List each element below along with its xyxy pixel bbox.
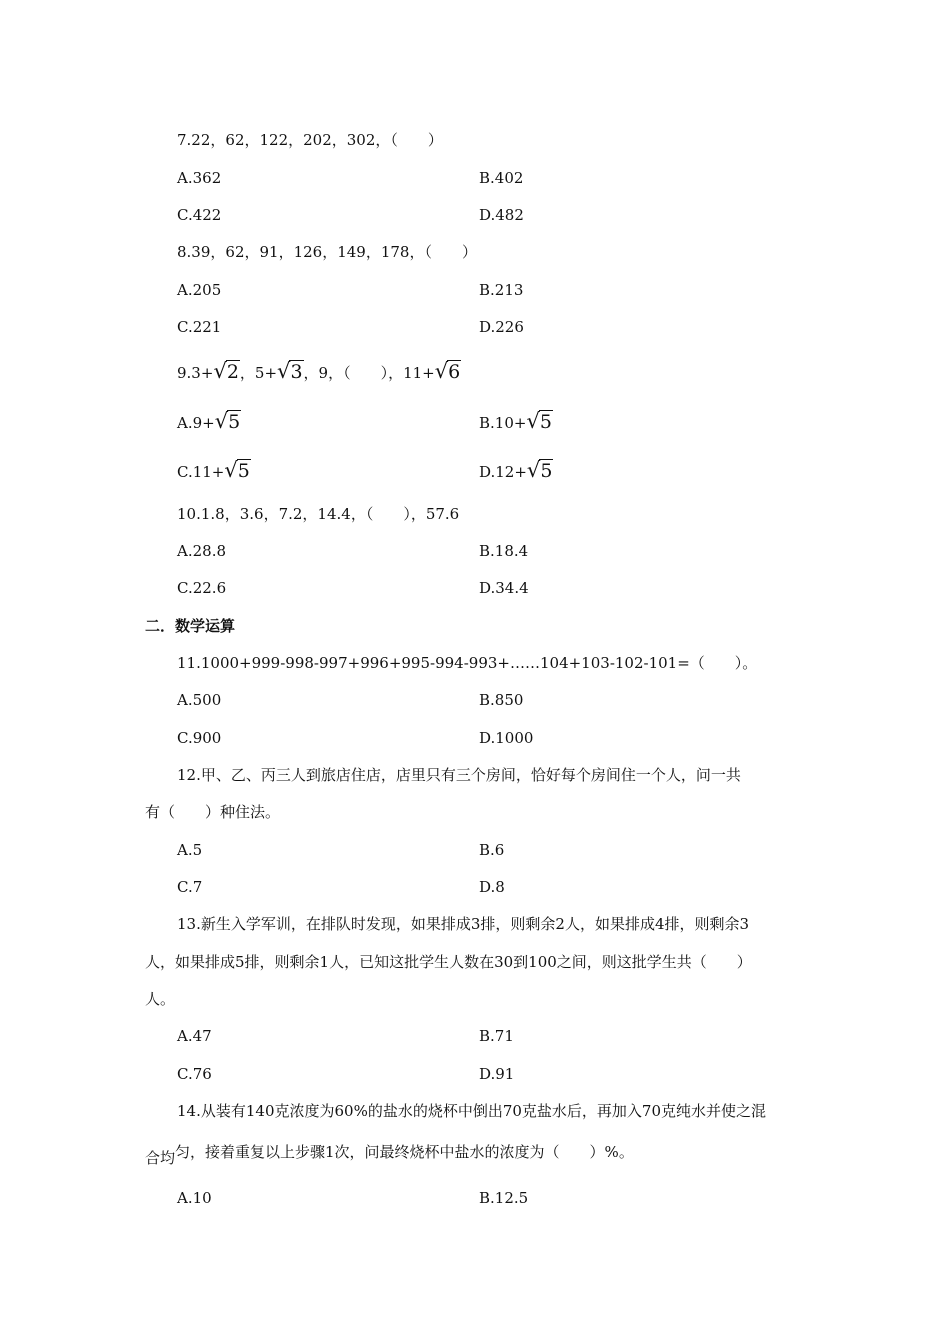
- q11-option-d: D.1000: [479, 729, 534, 747]
- q9-option-b: B.10+√5: [479, 409, 552, 433]
- q9-option-d: D.12+√5: [479, 458, 553, 482]
- q11-option-a: A.500: [177, 691, 222, 709]
- q10-option-a: A.28.8: [177, 542, 226, 560]
- question-8-stem: 8.39，62，91，126，149，178，（ ）: [177, 243, 477, 261]
- q11-option-c: C.900: [177, 729, 222, 747]
- question-9-stem: 9.3+√2，5+√3，9，（ ），11+√6: [177, 359, 461, 383]
- sqrt-symbol: √5: [224, 458, 250, 482]
- question-11-stem: 11.1000+999-998-997+996+995-994-993+……104+103-102-101=（ ）。: [177, 654, 758, 672]
- q11-option-b: B.850: [479, 691, 524, 709]
- q10-option-c: C.22.6: [177, 579, 227, 597]
- q13-option-b: B.71: [479, 1027, 514, 1045]
- q12-option-a: A.5: [177, 841, 203, 859]
- q9-option-c: C.11+√5: [177, 458, 250, 482]
- q14-option-a: A.10: [177, 1189, 212, 1207]
- q12-option-c: C.7: [177, 878, 203, 896]
- question-10-stem: 10.1.8，3.6，7.2，14.4，（ ），57.6: [177, 505, 460, 523]
- q9-option-a: A.9+√5: [177, 409, 241, 433]
- sqrt-symbol: √2: [213, 359, 239, 383]
- q7-option-d: D.482: [479, 206, 524, 224]
- section-heading: 二．数学运算: [145, 617, 236, 635]
- q13-option-a: A.47: [177, 1027, 212, 1045]
- q14-option-b: B.12.5: [479, 1189, 529, 1207]
- sqrt-symbol: √3: [277, 359, 303, 383]
- question-13-stem-line1: 13.新生入学军训，在排队时发现，如果排成3排，则剩余2人，如果排成4排，则剩余3: [177, 915, 750, 933]
- q12-option-b: B.6: [479, 841, 505, 859]
- q8-option-a: A.205: [177, 281, 222, 299]
- question-14-stem-line1: 14.从装有140克浓度为60%的盐水的烧杯中倒出70克盐水后，再加入70克纯水并使之混: [177, 1102, 767, 1120]
- sqrt-symbol: √6: [434, 359, 461, 383]
- sqrt-symbol: √5: [526, 409, 552, 433]
- sqrt-symbol: √5: [526, 458, 553, 482]
- question-13-stem-line3: 人。: [145, 990, 176, 1008]
- question-13-stem-line2: 人，如果排成5排，则剩余1人，已知这批学生人数在30到100之间，则这批学生共（ ）: [145, 953, 752, 971]
- q7-option-b: B.402: [479, 169, 524, 187]
- question-7-stem: 7.22，62，122，202，302，（ ）: [177, 131, 443, 149]
- q7-option-a: A.362: [177, 169, 222, 187]
- q10-option-b: B.18.4: [479, 542, 529, 560]
- q10-option-d: D.34.4: [479, 579, 529, 597]
- question-14-stem-line2: 合均匀，接着重复以上步骤1次，问最终烧杯中盐水的浓度为（ ）%。: [145, 1143, 634, 1167]
- q8-option-b: B.213: [479, 281, 524, 299]
- question-12-stem-line2: 有（ ）种住法。: [145, 803, 281, 821]
- sqrt-symbol: √5: [214, 409, 241, 433]
- q13-option-c: C.76: [177, 1065, 212, 1083]
- q7-option-c: C.422: [177, 206, 222, 224]
- q12-option-d: D.8: [479, 878, 505, 896]
- q13-option-d: D.91: [479, 1065, 515, 1083]
- q8-option-c: C.221: [177, 318, 222, 336]
- q8-option-d: D.226: [479, 318, 524, 336]
- question-12-stem-line1: 12.甲、乙、丙三人到旅店住店，店里只有三个房间，恰好每个房间住一个人，问一共: [177, 766, 741, 784]
